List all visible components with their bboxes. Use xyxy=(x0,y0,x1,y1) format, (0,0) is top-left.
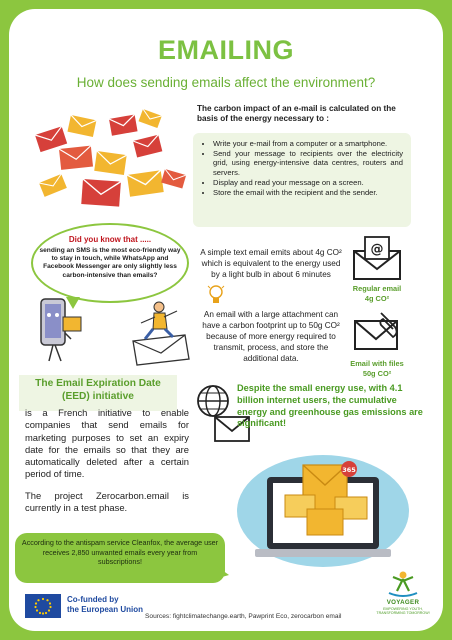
attachment-email-label: Email with files xyxy=(350,359,404,368)
regular-email-value: 4g CO² xyxy=(364,293,390,303)
impact-item: • Send your message to recipients over the electricity grid, using energy-intensive data centres, routers and servers. xyxy=(213,149,403,177)
voyager-logo-icon xyxy=(383,569,423,599)
eed-title: The Email Expiration Date (EED) initiative xyxy=(35,378,161,402)
eu-cofunded-label xyxy=(67,595,157,615)
envelope-cluster-icon xyxy=(31,105,191,225)
attachment-email-caption xyxy=(335,359,419,378)
page-subtitle: How does sending emails affect the environment? xyxy=(76,75,376,90)
inbox-count-badge: 365 xyxy=(342,466,356,474)
spam-text: According to the antispam service Cleanfox, the average user receives 2,850 unwanted emails every year from subscriptions! xyxy=(21,538,219,567)
envelope-paperclip-icon xyxy=(351,307,407,359)
did-you-know-heading: Did you know that ..... xyxy=(68,235,152,244)
sources-text: Sources: fightclimatechange.earth, Pawprint Eco, zerocarbon email xyxy=(145,613,342,620)
impact-list-box xyxy=(193,133,411,227)
phone-reading-icon xyxy=(31,293,91,369)
digital-impact-text: Despite the small energy use, with 4.1 billion internet users, the cumulative energy and greenhouse gas emissions are significant! xyxy=(237,383,423,429)
did-you-know-text: sending an SMS is the most eco-friendly way to stay in touch, while WhatsApp and Facebook Messenger are only slightly less carbon-intensive than emails? xyxy=(39,247,181,279)
regular-email-label: Regular email xyxy=(352,284,402,293)
person-riding-envelope-icon xyxy=(127,299,193,367)
regular-email-caption xyxy=(339,284,415,303)
simple-email-fact: A simple text email emits about 4g CO² which is equivalent to the energy used by a light bulb in about 6 minutes xyxy=(200,248,342,279)
laptop-inbox-icon xyxy=(237,455,415,573)
impact-item: • Display and read your message on a screen. xyxy=(213,178,403,187)
poster-card xyxy=(9,9,443,631)
eed-text: is a French initiative to enable companies that send emails for marketing purposes to set an expiry date for the emails so that they are automatically deleted after a certain period of time. xyxy=(25,407,189,480)
attachment-email-value: 50g CO² xyxy=(362,368,392,378)
eu-line-1: Co-funded by xyxy=(67,595,119,604)
voyager-tagline: EMPOWERING YOUTH, TRANSFORMING TOMORROW! xyxy=(376,607,430,616)
impact-item: • Write your e-mail from a computer or a smartphone. xyxy=(213,139,403,148)
eed-text-test-phase: The project Zerocarbon.email is currently in a test phase. xyxy=(25,490,189,514)
eu-line-2: the European Union xyxy=(67,605,143,614)
attachment-email-fact: An email with a large attachment can have a carbon footprint up to 50g CO² because of more energy required to transmit, process, and store the additional data. xyxy=(202,310,340,363)
impact-intro: The carbon impact of an e-mail is calculated on the basis of the energy necessary to : xyxy=(197,104,396,123)
eu-flag-icon xyxy=(25,594,61,618)
at-envelope-icon xyxy=(351,235,403,281)
impact-item: • Store the email with the recipient and the sender. xyxy=(213,188,403,197)
envelope-red xyxy=(35,126,67,152)
impact-list xyxy=(203,139,403,197)
voyager-name: VOYAGER xyxy=(386,599,420,606)
spam-callout-tail xyxy=(215,565,229,579)
page-title: EMAILING xyxy=(158,35,294,65)
svg-text:@: @ xyxy=(370,242,384,257)
lightbulb-icon xyxy=(207,283,225,307)
